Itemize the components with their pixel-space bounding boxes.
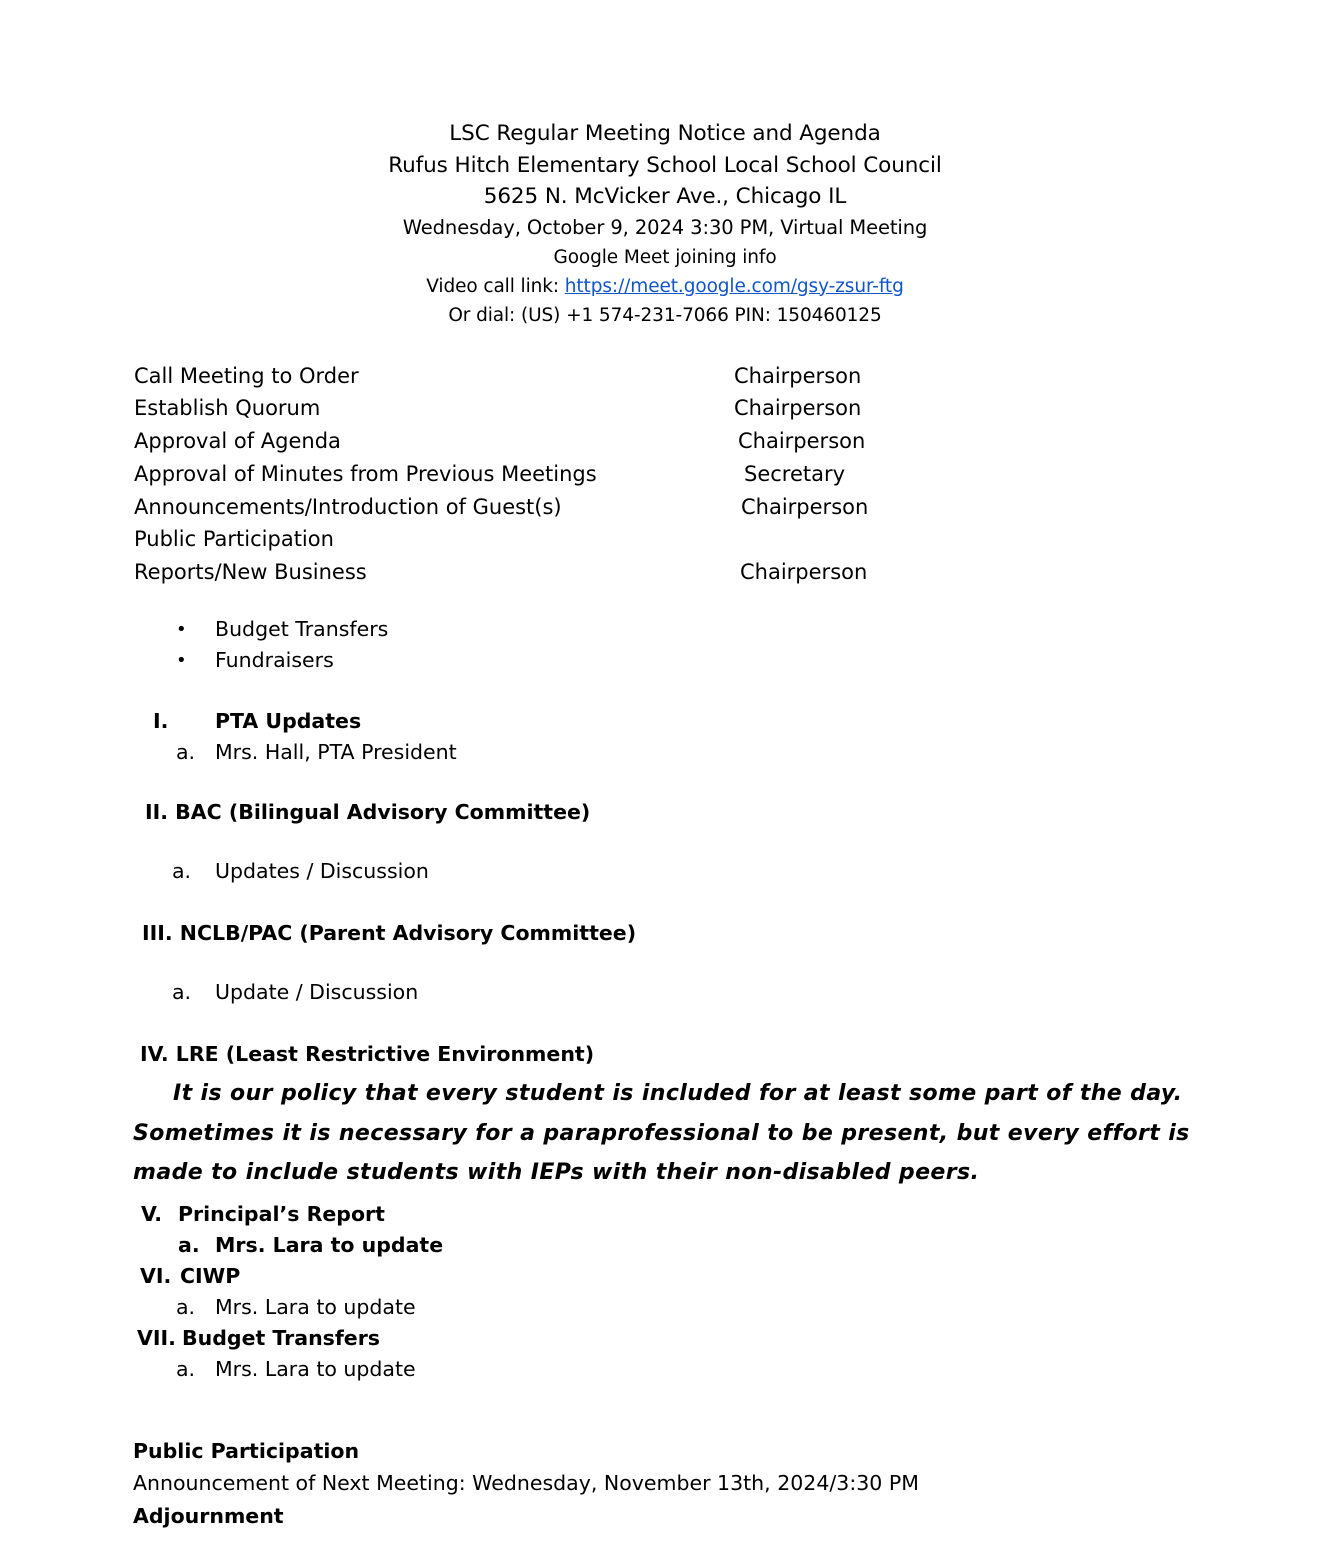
section-i-heading: [0, 706, 1330, 737]
video-call-label: Video call link:: [426, 275, 559, 297]
table-row: [134, 458, 934, 491]
agenda-task: Public Participation: [134, 527, 334, 552]
agenda-task: Establish Quorum: [134, 396, 321, 421]
table-row: [134, 425, 934, 458]
section-i-subitem: [0, 737, 1330, 768]
agenda-role: Chairperson: [734, 396, 862, 421]
section-ii-sub-title: Updates / Discussion: [215, 859, 429, 884]
section-i-sub-numeral: a.: [176, 740, 196, 765]
document-header: [0, 0, 1330, 330]
agenda-role: Secretary: [744, 461, 846, 486]
section-vii-numeral: VII.: [137, 1325, 176, 1350]
section-vi-subitem: [0, 1292, 1330, 1323]
google-meet-link[interactable]: https://meet.google.com/gsy-zsur-ftg: [564, 275, 904, 297]
footer-adjournment: Adjournment: [133, 1503, 284, 1528]
section-vi-sub-numeral: a.: [176, 1294, 196, 1319]
agenda-role: Chairperson: [734, 363, 862, 388]
meeting-title: LSC Regular Meeting Notice and Agenda: [449, 121, 881, 146]
section-i-numeral: I.: [153, 709, 169, 734]
section-vi-title: CIWP: [180, 1263, 241, 1288]
section-i-sub-title: Mrs. Hall, PTA President: [215, 740, 457, 765]
reports-bullet-list: [0, 614, 1330, 676]
section-vii-subitem: [0, 1354, 1330, 1385]
section-v-sub-title: Mrs. Lara to update: [215, 1232, 444, 1257]
dial-in-line: Or dial: (US) +1 574-231-7066 PIN: 150460125: [448, 304, 882, 326]
agenda-task: Reports/New Business: [134, 560, 367, 585]
council-address: 5625 N. McVicker Ave., Chicago IL: [483, 184, 847, 209]
section-v-subitem: [0, 1230, 1330, 1261]
section-vii-sub-numeral: a.: [176, 1356, 196, 1381]
section-iv-heading: IV. LRE (Least Restrictive Environment): [140, 1042, 595, 1067]
agenda-role: [734, 523, 934, 556]
document-footer: [0, 1435, 1330, 1533]
section-vii-heading: [0, 1323, 1330, 1354]
section-vi-numeral: VI.: [140, 1263, 172, 1288]
agenda-task: Approval of Minutes from Previous Meetings: [134, 461, 597, 486]
section-ii-heading: II. BAC (Bilingual Advisory Committee): [145, 800, 591, 825]
section-iii-subitem: [0, 977, 1330, 1008]
section-vii-title: Budget Transfers: [182, 1325, 381, 1350]
section-vi-heading: [0, 1261, 1330, 1292]
agenda-role: Chairperson: [738, 429, 866, 454]
agenda-role: Chairperson: [741, 494, 869, 519]
section-v-title: Principal’s Report: [178, 1201, 385, 1226]
table-row: [134, 523, 934, 556]
footer-public-participation: Public Participation: [133, 1438, 360, 1463]
agenda-roles-body: [134, 360, 934, 590]
section-vi-sub-title: Mrs. Lara to update: [215, 1294, 416, 1319]
section-ii-subitem: [0, 856, 1330, 887]
agenda-roles-table: [134, 360, 934, 590]
section-iii-sub-numeral: a.: [172, 980, 192, 1005]
agenda-task: Approval of Agenda: [134, 429, 341, 454]
section-vii-sub-title: Mrs. Lara to update: [215, 1356, 416, 1381]
lre-policy-paragraph: It is our policy that every student is included for at least some part of the day. Sometimes it is necessary for a paraprofessional to be present, but every effort is made to include students with IEPs with their non-disabled peers.: [133, 1081, 1190, 1186]
section-iii-heading: III. NCLB/PAC (Parent Advisory Committee): [142, 921, 637, 946]
section-iii-sub-title: Update / Discussion: [215, 980, 419, 1005]
table-row: [134, 392, 934, 425]
section-v-heading: [0, 1199, 1330, 1230]
agenda-task: Call Meeting to Order: [134, 363, 359, 388]
joining-info-label: Google Meet joining info: [553, 246, 777, 268]
agenda-task: Announcements/Introduction of Guest(s): [134, 494, 562, 519]
list-item: • Budget Transfers: [0, 614, 1330, 645]
section-ii-sub-numeral: a.: [172, 859, 192, 884]
table-row: [134, 491, 934, 524]
agenda-role: Chairperson: [740, 560, 868, 585]
meeting-datetime: Wednesday, October 9, 2024 3:30 PM, Virtual Meeting: [402, 215, 928, 239]
table-row: [134, 556, 934, 589]
council-name: Rufus Hitch Elementary School Local School Council: [388, 152, 942, 178]
section-i-title: PTA Updates: [215, 709, 362, 734]
table-row: [134, 360, 934, 393]
list-item: • Fundraisers: [0, 645, 1330, 676]
footer-next-meeting: Announcement of Next Meeting: Wednesday, November 13th, 2024/3:30 PM: [133, 1471, 919, 1496]
section-v-numeral: V.: [141, 1201, 163, 1226]
video-call-line: [0, 272, 1330, 301]
section-v-sub-numeral: a.: [178, 1232, 200, 1257]
